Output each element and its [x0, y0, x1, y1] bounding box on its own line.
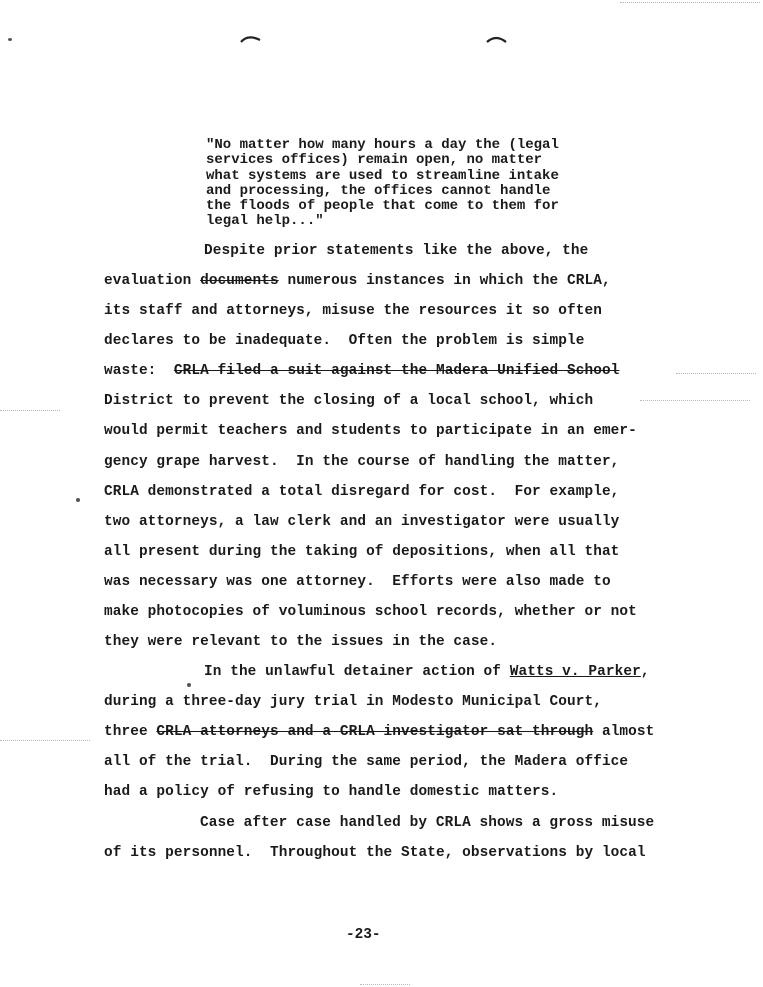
scan-artifact	[360, 984, 410, 985]
scan-artifact	[0, 410, 60, 411]
body-line	[204, 664, 650, 680]
body-line	[104, 273, 611, 289]
body-text: numerous instances in which the CRLA,	[278, 273, 611, 289]
body-text: In the unlawful detainer action of	[204, 664, 510, 680]
body-line: Case after case handled by CRLA shows a gross misuse	[200, 815, 655, 831]
scan-artifact	[0, 740, 90, 741]
body-line: gency grape harvest. In the course of handling the matter,	[104, 454, 620, 470]
case-name: Watts v. Parker	[509, 664, 641, 680]
body-text: evaluation	[104, 273, 201, 289]
scan-artifact	[640, 400, 750, 401]
body-text: three	[104, 724, 157, 740]
staple-mark-left	[240, 34, 262, 44]
scan-artifact	[676, 373, 756, 374]
body-text: almost	[593, 724, 655, 740]
scan-speck	[187, 683, 191, 687]
body-line: they were relevant to the issues in the case.	[104, 634, 498, 650]
body-line	[104, 724, 654, 740]
body-line: was necessary was one attorney. Efforts were also made to	[104, 574, 611, 590]
body-line: declares to be inadequate. Often the problem is simple	[104, 333, 585, 349]
body-text: waste:	[104, 363, 174, 379]
body-line: had a policy of refusing to handle domestic matters.	[104, 784, 559, 800]
quote-line: legal help..."	[206, 213, 324, 230]
quote-line: and processing, the offices cannot handle	[206, 182, 551, 199]
scan-artifact	[620, 2, 760, 3]
body-line: CRLA demonstrated a total disregard for cost. For example,	[104, 484, 620, 500]
body-line: during a three-day jury trial in Modesto Municipal Court,	[104, 694, 602, 710]
body-line: all of the trial. During the same period, the Madera office	[104, 754, 629, 770]
body-line	[104, 363, 619, 379]
quote-line: the floods of people that come to them for	[206, 198, 559, 215]
body-line: all present during the taking of depositions, when all that	[104, 544, 620, 560]
scan-speck	[76, 498, 80, 502]
quote-line: what systems are used to streamline intake	[206, 167, 559, 184]
scan-speck	[8, 38, 12, 41]
body-text: ,	[640, 664, 650, 680]
body-line: would permit teachers and students to participate in an emer-	[104, 423, 637, 439]
staple-mark-right	[486, 34, 508, 44]
quote-line: "No matter how many hours a day the (legal	[206, 137, 559, 153]
body-line: of its personnel. Throughout the State, observations by local	[104, 845, 646, 861]
body-line: its staff and attorneys, misuse the resources it so often	[104, 303, 602, 319]
body-line: Despite prior statements like the above, the	[204, 243, 589, 259]
struck-text: CRLA filed a suit against the Madera Unified School	[173, 363, 620, 379]
page-number: -23-	[346, 927, 381, 943]
struck-text: documents	[200, 273, 279, 289]
body-line: make photocopies of voluminous school records, whether or not	[104, 604, 637, 620]
quote-line: services offices) remain open, no matter	[206, 152, 543, 169]
struck-text: CRLA attorneys and a CRLA investigator sat through	[156, 724, 594, 740]
body-line: District to prevent the closing of a local school, which	[104, 393, 594, 409]
block-quote	[206, 138, 626, 230]
body-line: two attorneys, a law clerk and an investigator were usually	[104, 514, 620, 530]
